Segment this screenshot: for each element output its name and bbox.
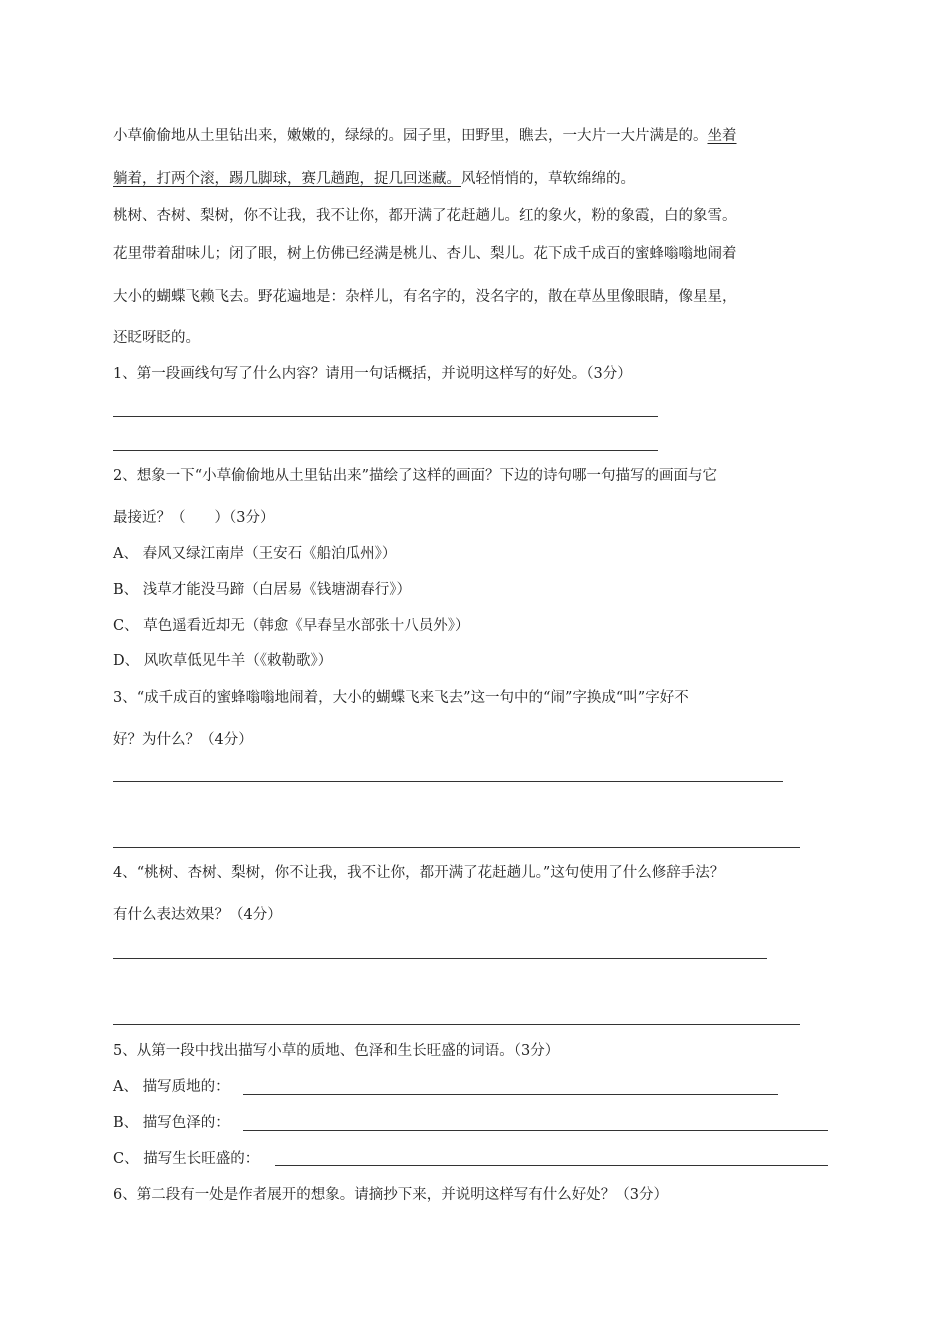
option-c[interactable]: C、 草色遥看近却无（韩愈《早春呈水部张十八员外》） bbox=[113, 618, 470, 634]
q5-label-b: B、 描写色泽的： bbox=[113, 1115, 230, 1131]
question-2-line1: 2、想象一下“小草偷偷地从土里钻出来”描绘了这样的画面？下边的诗句哪一句描写的画面与它 bbox=[113, 468, 718, 484]
answer-line[interactable] bbox=[113, 958, 767, 959]
passage-p1-line1 bbox=[113, 126, 737, 146]
underlined-sentence: 坐着 bbox=[707, 128, 737, 144]
passage-p2-line2: 花里带着甜味儿；闭了眼，树上仿佛已经满是桃儿、杏儿、梨儿。花下成千成百的蜜蜂嗡嗡地闹着 bbox=[113, 246, 737, 262]
passage-p2-line1: 桃树、杏树、梨树，你不让我，我不让你，都开满了花赶趟儿。红的象火，粉的象霞，白的象雪。 bbox=[113, 208, 737, 224]
question-4-line2: 有什么表达效果？（4分） bbox=[113, 907, 282, 923]
option-b[interactable]: B、 浅草才能没马蹄（白居易《钱塘湖春行》） bbox=[113, 582, 412, 598]
passage-p1-line2 bbox=[113, 169, 635, 189]
answer-line[interactable] bbox=[243, 1130, 828, 1131]
answer-line[interactable] bbox=[113, 1024, 800, 1025]
passage-text: 小草偷偷地从土里钻出来，嫩嫩的，绿绿的。园子里，田野里，瞧去，一大片一大片满是的。 bbox=[113, 128, 708, 144]
question-6: 6、第二段有一处是作者展开的想象。请摘抄下来，并说明这样写有什么好处？（3分） bbox=[113, 1187, 668, 1203]
option-a[interactable]: A、 春风又绿江南岸（王安石《船泊瓜州》） bbox=[113, 546, 397, 562]
question-2-line2: 最接近？（ ）（3分） bbox=[113, 510, 275, 526]
answer-line[interactable] bbox=[275, 1165, 828, 1166]
answer-line[interactable] bbox=[113, 416, 658, 417]
answer-line[interactable] bbox=[113, 847, 800, 848]
passage-p2-line4: 还眨呀眨的。 bbox=[113, 330, 200, 346]
question-1: 1、第一段画线句写了什么内容？请用一句话概括，并说明这样写的好处。（3分） bbox=[113, 366, 632, 382]
answer-line[interactable] bbox=[243, 1094, 778, 1095]
q5-label-a: A、 描写质地的： bbox=[113, 1079, 230, 1095]
answer-line[interactable] bbox=[113, 781, 783, 782]
passage-text: 风轻悄悄的，草软绵绵的。 bbox=[461, 171, 635, 187]
underlined-sentence: 躺着，打两个滚，踢几脚球，赛几趟跑，捉几回迷藏。 bbox=[113, 171, 461, 187]
passage-p2-line3: 大小的蝴蝶飞赖飞去。野花遍地是：杂样儿，有名字的，没名字的，散在草丛里像眼睛，像星星， bbox=[113, 289, 737, 305]
question-3-line1: 3、“成千成百的蜜蜂嗡嗡地闹着，大小的蝴蝶飞来飞去”这一句中的“闹”字换成“叫”字好不 bbox=[113, 690, 689, 706]
question-4-line1: 4、“桃树、杏树、梨树，你不让我，我不让你，都开满了花赶趟儿。”这句使用了什么修辞手法？ bbox=[113, 865, 725, 881]
q5-label-c: C、 描写生长旺盛的： bbox=[113, 1151, 260, 1167]
question-5: 5、从第一段中找出描写小草的质地、色泽和生长旺盛的词语。（3分） bbox=[113, 1043, 560, 1059]
question-3-line2: 好？为什么？（4分） bbox=[113, 732, 253, 748]
answer-line[interactable] bbox=[113, 450, 658, 451]
option-d[interactable]: D、 风吹草低见牛羊（《敕勒歌》） bbox=[113, 653, 333, 669]
